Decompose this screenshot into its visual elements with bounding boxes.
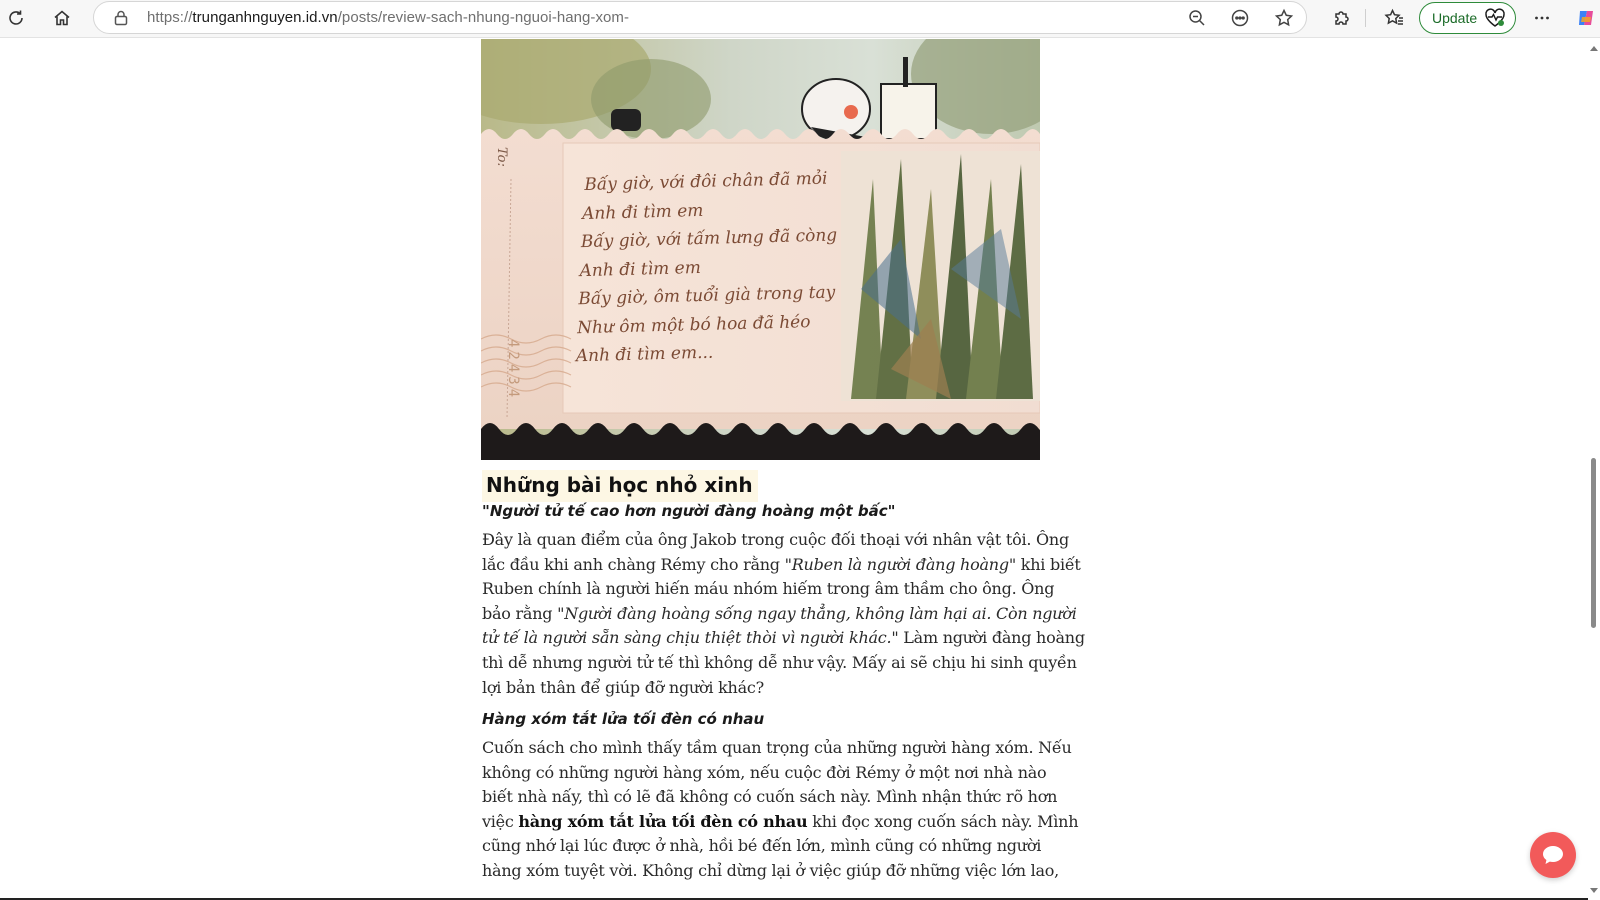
paragraph-line <box>482 553 1081 578</box>
more-icon[interactable] <box>1527 3 1557 33</box>
poem-text <box>575 164 841 370</box>
paragraph-line <box>482 810 1079 835</box>
poem-line: Anh đi tìm em <box>581 200 704 224</box>
chat-bubble-icon <box>1541 844 1565 866</box>
text-run: bảo rằng " <box>482 603 565 623</box>
url-path: /posts/review-sach-nhung-nguoi-hang-xom- <box>337 9 630 26</box>
quote-italic: Người đàng hoàng sống ngay thẳng, không làm hại ai. Còn người <box>564 603 1077 623</box>
scroll-down-icon[interactable] <box>1590 888 1598 893</box>
browser-toolbar <box>0 0 1600 38</box>
url-text[interactable] <box>147 9 629 26</box>
toolbar-separator <box>1365 9 1366 27</box>
lesson1-heading: "Người tử tế cao hơn người đàng hoàng một bấc" <box>482 502 896 520</box>
paragraph-line: Cuốn sách cho mình thấy tầm quan trọng của những người hàng xóm. Nếu <box>482 738 1072 757</box>
text-run: " Làm người đàng hoàng <box>891 628 1085 648</box>
home-icon[interactable] <box>47 3 77 33</box>
poem-line: Bấy giờ, ôm tuổi già trong tay <box>578 282 836 310</box>
heart-pulse-icon <box>1484 8 1506 28</box>
refresh-icon[interactable] <box>1 3 31 33</box>
update-label: Update <box>1432 10 1478 26</box>
paragraph-line: Ruben chính là người hiến máu nhóm hiếm trong âm thầm cho ông. Ông <box>482 579 1055 599</box>
paragraph-line: thì dễ nhưng người tử tế thì không dễ như vậy. Mấy ai sẽ chịu hi sinh quyền <box>482 652 1077 672</box>
book-page-photo <box>481 39 1040 460</box>
poem-line: Bấy giờ, với tấm lưng đã còng <box>580 225 838 253</box>
favorites-icon[interactable] <box>1379 3 1409 33</box>
paragraph-line <box>482 602 1077 627</box>
text-run: khi đọc xong cuốn sách này. Mình <box>807 811 1079 831</box>
page-scrollbar[interactable] <box>1588 38 1600 900</box>
poem-line: Bấy giờ, với đôi chân đã mỏi <box>584 168 828 195</box>
paragraph-line: Đây là quan điểm của ông Jakob trong cuộc đối thoại với nhân vật tôi. Ông <box>482 530 1069 549</box>
paragraph-line: lợi bản thân để giúp đỡ người khác? <box>482 677 764 697</box>
extensions-icon[interactable] <box>1327 3 1357 33</box>
copilot-icon[interactable] <box>1572 3 1600 33</box>
lesson2-heading: Hàng xóm tắt lửa tối đèn có nhau <box>482 710 765 728</box>
url-host: trunganhnguyen.id.vn <box>192 9 338 26</box>
lesson2-paragraph <box>482 736 1079 884</box>
zoom-out-icon[interactable] <box>1187 8 1207 28</box>
poem-line: Anh đi tìm em <box>579 257 702 281</box>
lesson1-paragraph <box>482 528 1085 700</box>
scrollbar-thumb[interactable] <box>1591 458 1596 628</box>
text-run: việc <box>482 811 519 831</box>
poem-line: Như ôm một bó hoa đã héo <box>576 311 811 338</box>
paragraph-line: cũng nhớ lại lúc được ở nhà, hồi bé đến lớn, mình cũng có những người <box>482 836 1042 856</box>
postmark-number: 42434 <box>505 339 521 402</box>
quote-italic: Ruben là người đàng hoàng <box>791 554 1009 574</box>
poem-line: Anh đi tìm em... <box>575 342 714 367</box>
reading-icon[interactable] <box>1230 8 1250 28</box>
update-button[interactable] <box>1419 2 1516 34</box>
lock-icon[interactable] <box>112 9 130 27</box>
scroll-up-icon[interactable] <box>1590 46 1598 51</box>
text-run: " khi biết <box>1008 554 1081 574</box>
postcard-to-label: To: <box>494 147 509 167</box>
url-scheme: https:// <box>147 9 193 26</box>
paragraph-line: không có những người hàng xóm, nếu cuộc đời Rémy ở một nơi nhà nào <box>482 762 1047 782</box>
paragraph-line: biết nhà nấy, thì có lẽ đã không có cuốn sách này. Mình nhận thức rõ hơn <box>482 787 1058 807</box>
paragraph-line <box>482 626 1085 651</box>
paragraph-line: hàng xóm tuyệt vời. Không chỉ dừng lại ở việc giúp đỡ những việc lớn lao, <box>482 860 1059 880</box>
quote-italic: tử tế là người sẵn sàng chịu thiệt thòi vì người khác. <box>482 628 892 648</box>
chat-button[interactable] <box>1530 832 1576 878</box>
star-icon[interactable] <box>1274 8 1294 28</box>
bold-phrase: hàng xóm tắt lửa tối đèn có nhau <box>518 811 808 831</box>
section-title: Những bài học nhỏ xinh <box>482 470 758 502</box>
text-run: lắc đầu khi anh chàng Rémy cho rằng " <box>482 554 792 574</box>
address-bar[interactable] <box>93 1 1307 34</box>
